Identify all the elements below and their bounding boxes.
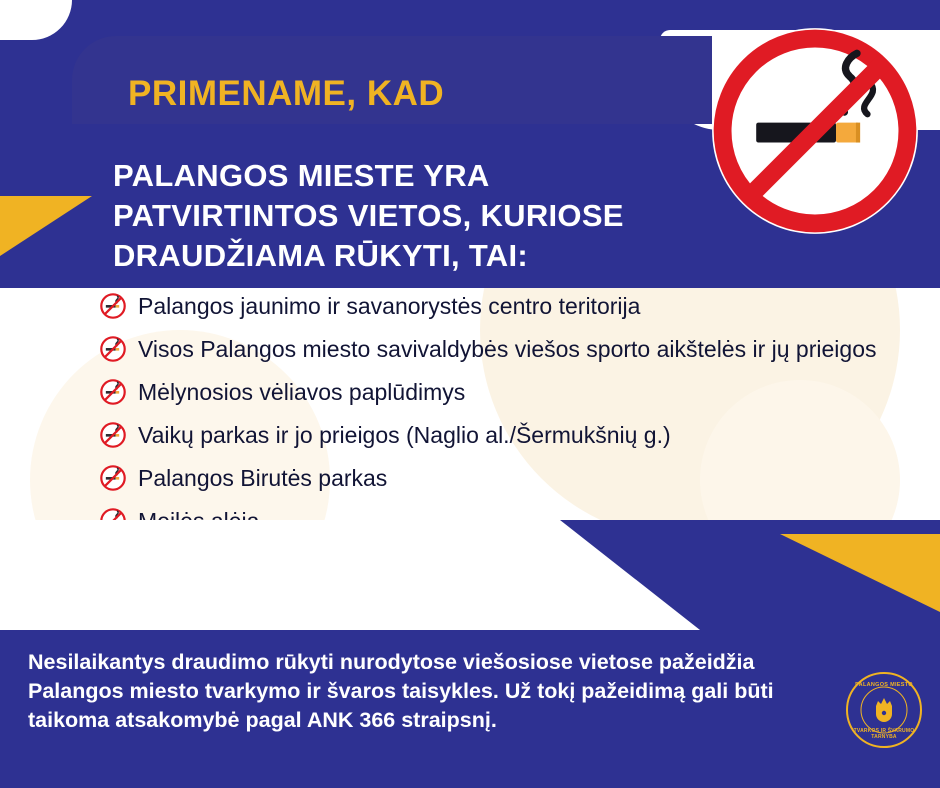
prohibited-places-list [100, 290, 890, 548]
footer-note: Nesilaikantys draudimo rūkyti nurodytose viešosiose vietose pažeidžia Palangos miesto tvarkymo ir švaros taisykles. Už tokį pažeidimą gali būti taikoma atsakomybė pagal ANK 366 straipsnį. [28, 650, 774, 732]
list-item-label: Vaikų parkas ir jo prieigos (Naglio al./Šermukšnių g.) [138, 422, 671, 448]
list-item-label: Mėlynosios vėliavos paplūdimys [138, 379, 466, 405]
eyebrow-text: PRIMENAME, KAD [128, 74, 445, 113]
list-item [100, 376, 890, 408]
list-item [100, 462, 890, 494]
page-title: PALANGOS MIESTE YRA PATVIRTINTOS VIETOS, KURIOSE DRAUDŽIAMA RŪKYTI, TAI: [113, 158, 624, 273]
emblem-bottom-text: TVARKOS IR ŠVARUMO TARNYBA [853, 728, 915, 740]
no-smoking-bullet-icon [100, 379, 126, 405]
no-smoking-icon [710, 26, 920, 236]
list-item-label: Visos Palangos miesto savivaldybės viešos sporto aikštelės ir jų prieigos [138, 336, 877, 362]
list-item-label: Palangos jaunimo ir savanorystės centro teritorija [138, 293, 641, 319]
no-smoking-bullet-icon [100, 422, 126, 448]
yellow-triangle-left [0, 196, 92, 256]
no-smoking-bullet-icon [100, 293, 126, 319]
no-smoking-bullet-icon [100, 336, 126, 362]
list-item [100, 290, 890, 322]
list-item [100, 333, 890, 365]
city-emblem [846, 672, 922, 748]
emblem-top-text: PALANGOS MIESTO [855, 682, 913, 688]
no-smoking-bullet-icon [100, 465, 126, 491]
list-item-label: Palangos Birutės parkas [138, 465, 388, 491]
list-item [100, 419, 890, 451]
